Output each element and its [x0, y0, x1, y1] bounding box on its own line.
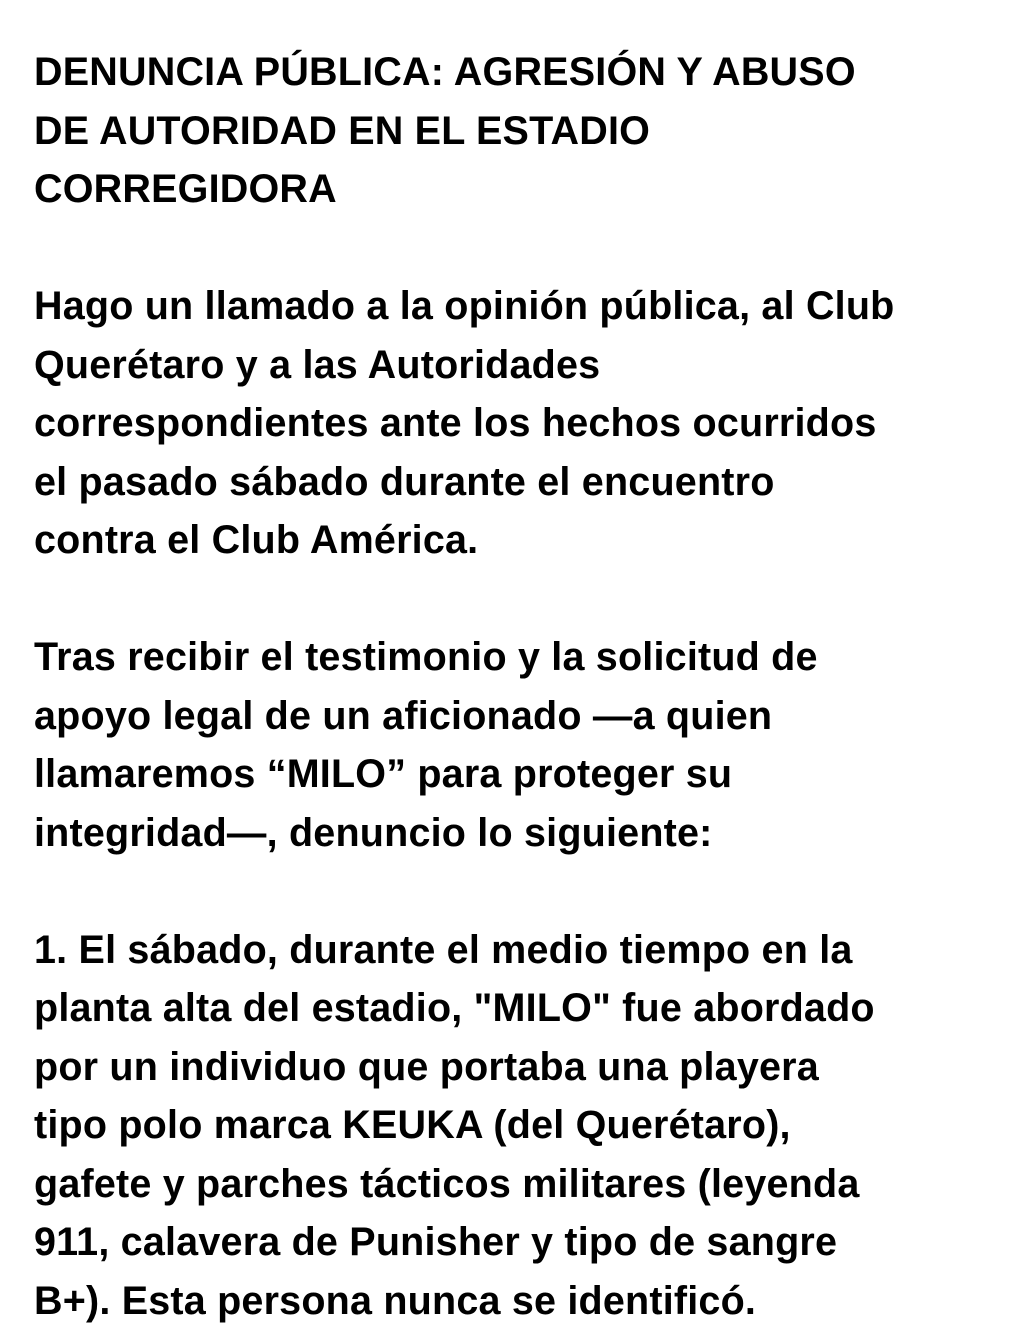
paragraph-line: Querétaro y a las Autoridades — [34, 336, 1014, 395]
title-line: DE AUTORIDAD EN EL ESTADIO — [34, 102, 1014, 161]
title-line: DENUNCIA PÚBLICA: AGRESIÓN Y ABUSO — [34, 43, 1014, 102]
paragraph-line: 1. El sábado, durante el medio tiempo en la — [34, 921, 1014, 980]
paragraph-line: tipo polo marca KEUKA (del Querétaro), — [34, 1096, 1014, 1155]
paragraph-line: llamaremos “MILO” para proteger su — [34, 745, 1014, 804]
paragraph-line: el pasado sábado durante el encuentro — [34, 453, 1014, 512]
title-line: CORREGIDORA — [34, 160, 1014, 219]
paragraph-line: Hago un llamado a la opinión pública, al Club — [34, 277, 1014, 336]
paragraph-line: B+). Esta persona nunca se identificó. — [34, 1272, 1014, 1330]
paragraph-line: correspondientes ante los hechos ocurridos — [34, 394, 1014, 453]
paragraph-line: contra el Club América. — [34, 511, 1014, 570]
document-title — [34, 43, 1014, 219]
paragraph-point-1 — [34, 921, 1014, 1330]
paragraph-line: planta alta del estadio, "MILO" fue abordado — [34, 979, 1014, 1038]
paragraph-gap — [34, 219, 1014, 278]
paragraph-line: apoyo legal de un aficionado —a quien — [34, 687, 1014, 746]
document-body — [34, 43, 1014, 1330]
paragraph-line: Tras recibir el testimonio y la solicitud de — [34, 628, 1014, 687]
paragraph-appeal — [34, 277, 1014, 570]
paragraph-gap — [34, 570, 1014, 629]
paragraph-line: gafete y parches tácticos militares (leyenda — [34, 1155, 1014, 1214]
paragraph-line: 911, calavera de Punisher y tipo de sangre — [34, 1213, 1014, 1272]
paragraph-gap — [34, 862, 1014, 921]
paragraph-line: por un individuo que portaba una playera — [34, 1038, 1014, 1097]
paragraph-line: integridad—, denuncio lo siguiente: — [34, 804, 1014, 863]
paragraph-testimony — [34, 628, 1014, 862]
